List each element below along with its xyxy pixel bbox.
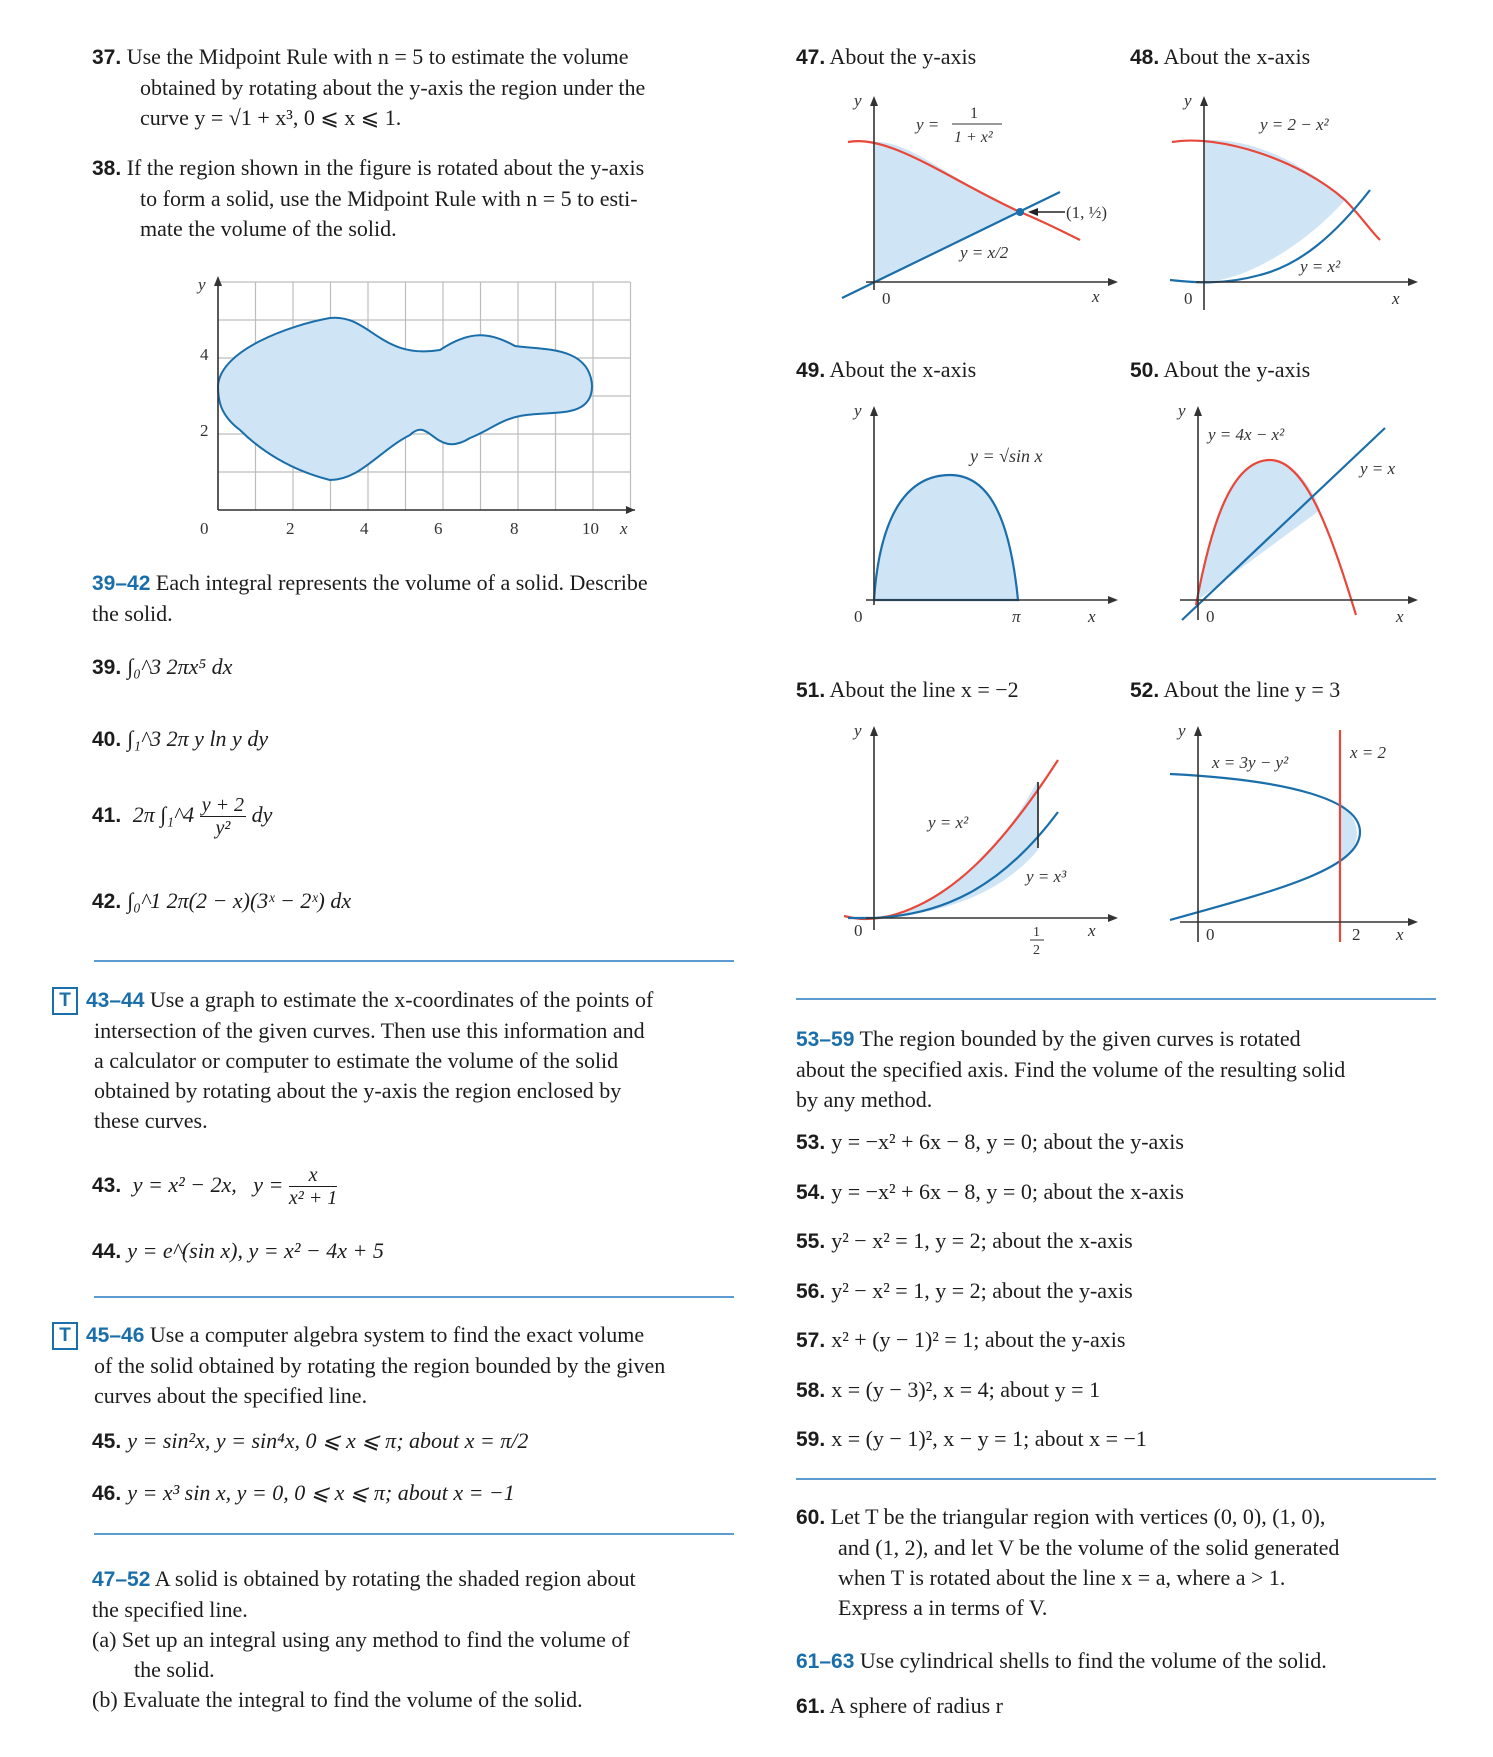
section-text-line: Use a computer algebra system to find the exact volume xyxy=(149,1322,645,1347)
problem-58 xyxy=(796,1375,1100,1406)
graph-48-title xyxy=(1130,42,1310,73)
axis-label-x: x xyxy=(1396,607,1404,626)
axis-label-y: y xyxy=(1184,91,1192,110)
origin-label: 0 xyxy=(882,289,891,308)
problem-number: 49. xyxy=(796,359,826,382)
problem-number: 50. xyxy=(1130,359,1160,382)
section-range: 53–59 xyxy=(796,1028,855,1051)
axis-label-y: y xyxy=(1178,721,1186,740)
graph-47 xyxy=(830,90,1130,320)
origin-label: 0 xyxy=(1206,925,1215,944)
section-range: 45–46 xyxy=(86,1324,145,1347)
problem-expression: ∫₀^1 2π(2 − x)(3ˣ − 2ˣ) dx xyxy=(127,888,352,913)
problem-number: 44. xyxy=(92,1240,122,1263)
problem-expression: dy xyxy=(251,802,273,827)
denominator: x² + 1 xyxy=(288,1187,338,1210)
problem-number: 38. xyxy=(92,157,122,180)
fraction xyxy=(200,794,246,839)
section-text-line: A solid is obtained by rotating the shaded region about xyxy=(154,1566,636,1591)
section-text-line: curves about the specified line. xyxy=(94,1383,368,1408)
problem-54 xyxy=(796,1177,1184,1208)
equation-label: y = x² xyxy=(1300,257,1341,276)
equation-label: x = 2 xyxy=(1350,743,1387,762)
shaded-region xyxy=(874,475,1018,600)
problem-number: 57. xyxy=(796,1329,826,1352)
section-range: 39–42 xyxy=(92,572,151,595)
problem-number: 58. xyxy=(796,1379,826,1402)
divider xyxy=(94,1533,734,1535)
tick-label: 4 xyxy=(360,519,369,538)
part-a-continued: the solid. xyxy=(134,1657,215,1682)
equation-denominator: 1 + x² xyxy=(954,129,993,146)
origin-label: 0 xyxy=(1184,289,1193,308)
problem-number: 59. xyxy=(796,1428,826,1451)
section-text-line: intersection of the given curves. Then use this information and xyxy=(94,1018,645,1043)
equation-label: y = x xyxy=(1360,459,1396,478)
problem-text-line: to form a solid, use the Midpoint Rule with n = 5 to esti- xyxy=(140,186,638,211)
section-text-line: Use cylindrical shells to find the volume of the solid. xyxy=(859,1648,1327,1673)
graph-50-title xyxy=(1130,355,1310,386)
problem-number: 55. xyxy=(796,1230,826,1253)
problem-text-line: obtained by rotating about the y-axis the region under the xyxy=(140,75,646,100)
problem-number: 47. xyxy=(796,46,826,69)
section-range: 43–44 xyxy=(86,989,145,1012)
problem-44 xyxy=(92,1236,384,1267)
problem-number: 46. xyxy=(92,1482,122,1505)
problem-53 xyxy=(796,1127,1184,1158)
problem-expression: x = (y − 1)², x − y = 1; about x = −1 xyxy=(831,1426,1147,1451)
graph-51 xyxy=(830,720,1130,960)
problem-57 xyxy=(796,1325,1125,1356)
divider xyxy=(796,998,1436,1000)
equation-label: y = x² xyxy=(928,813,969,832)
shaded-region xyxy=(874,780,1038,918)
equation-numerator: 1 xyxy=(970,105,978,122)
problem-number: 51. xyxy=(796,679,826,702)
graph-50 xyxy=(1160,400,1430,630)
problem-number: 56. xyxy=(796,1280,826,1303)
graph-title: About the y-axis xyxy=(829,44,977,69)
section-text-line: about the specified axis. Find the volume of the resulting solid xyxy=(796,1057,1346,1082)
axis-label-x: x xyxy=(1392,289,1400,308)
denominator: y² xyxy=(215,817,231,840)
origin-label: 0 xyxy=(1206,607,1215,626)
divider xyxy=(94,960,734,962)
tick-label: 8 xyxy=(510,519,519,538)
problem-38 xyxy=(92,153,732,244)
problem-expression: 2π ∫₁^4 xyxy=(132,802,195,827)
axis-label-y: y xyxy=(854,721,862,740)
section-43-44 xyxy=(52,985,742,1136)
section-39-42 xyxy=(92,568,732,629)
problem-37 xyxy=(92,42,732,133)
equation-label: y = x³ xyxy=(1026,867,1067,886)
graph-48 xyxy=(1160,90,1430,320)
problem-number: 60. xyxy=(796,1506,826,1529)
problem-40 xyxy=(92,724,268,755)
problem-number: 43. xyxy=(92,1174,122,1197)
problem-text-line: A sphere of radius r xyxy=(829,1693,1004,1718)
intersection-point xyxy=(1016,208,1024,216)
tick-label: 2 xyxy=(1352,925,1361,944)
section-text-line: these curves. xyxy=(94,1108,208,1133)
problem-text-line: when T is rotated about the line x = a, where a > 1. xyxy=(838,1565,1286,1590)
axis-label-x: x xyxy=(1092,287,1100,306)
section-text-line: the solid. xyxy=(92,601,173,626)
problem-59 xyxy=(796,1424,1147,1455)
tick-label: 4 xyxy=(200,345,209,364)
problem-41 xyxy=(92,790,272,841)
axis-label-y: y xyxy=(854,401,862,420)
section-text-line: Each integral represents the volume of a solid. Describe xyxy=(155,570,648,595)
point-label: (1, ½) xyxy=(1066,203,1108,222)
grid-figure-38 xyxy=(180,270,640,540)
axis-label-x: x xyxy=(1088,921,1096,940)
problem-expression: ∫₀^3 2πx⁵ dx xyxy=(127,654,233,679)
equation-label: x = 3y − y² xyxy=(1212,753,1289,772)
section-61-63 xyxy=(796,1646,1456,1677)
equation-label: y = √sin x xyxy=(970,446,1043,466)
problem-expression: y² − x² = 1, y = 2; about the y-axis xyxy=(831,1278,1133,1303)
problem-number: 53. xyxy=(796,1131,826,1154)
section-text-line: Use a graph to estimate the x-coordinates of the points of xyxy=(149,987,654,1012)
problem-number: 39. xyxy=(92,656,122,679)
problem-expression: y = e^(sin x), y = x² − 4x + 5 xyxy=(127,1238,384,1263)
problem-text-line: and (1, 2), and let V be the volume of the solid generated xyxy=(838,1535,1340,1560)
section-range: 47–52 xyxy=(92,1568,151,1591)
graph-title: About the line y = 3 xyxy=(1163,677,1341,702)
axis-label-y: y xyxy=(198,275,206,294)
tick-label: 2 xyxy=(200,421,209,440)
equation-label: y = x/2 xyxy=(960,243,1009,262)
graph-title: About the y-axis xyxy=(1163,357,1311,382)
tick-label: π xyxy=(1012,607,1021,626)
tick-label: 10 xyxy=(582,519,599,538)
problem-number: 41. xyxy=(92,804,122,827)
section-53-59 xyxy=(796,1024,1456,1115)
axis-label-y: y xyxy=(854,91,862,110)
problem-expression: x = (y − 3)², x = 4; about y = 1 xyxy=(831,1377,1101,1402)
graph-52 xyxy=(1160,720,1430,960)
origin-label: 0 xyxy=(854,607,863,626)
numerator: y + 2 xyxy=(201,794,245,817)
tick-label: 2 xyxy=(286,519,295,538)
technology-icon: T xyxy=(52,1322,78,1350)
problem-number: 37. xyxy=(92,46,122,69)
problem-expression: y = x² − 2x, xyxy=(132,1172,237,1197)
problem-42 xyxy=(92,886,351,917)
graph-title: About the x-axis xyxy=(1163,44,1311,69)
line-blue xyxy=(1182,428,1385,620)
problem-text-line: Let T be the triangular region with vertices (0, 0), (1, 0), xyxy=(830,1504,1326,1529)
problem-number: 52. xyxy=(1130,679,1160,702)
axis-label-y: y xyxy=(1178,401,1186,420)
equation-label: y = 4x − x² xyxy=(1208,425,1285,444)
problem-61 xyxy=(796,1691,1003,1722)
equation-label: y = 2 − x² xyxy=(1260,115,1329,134)
problem-text-line: curve y = √1 + x³, 0 ⩽ x ⩽ 1. xyxy=(140,105,402,130)
problem-number: 54. xyxy=(796,1181,826,1204)
part-b: (b) Evaluate the integral to find the volume of the solid. xyxy=(92,1687,583,1712)
problem-expression: ∫₁^3 2π y ln y dy xyxy=(127,726,269,751)
graph-49 xyxy=(830,400,1130,630)
fraction xyxy=(289,1164,337,1209)
section-47-52 xyxy=(92,1564,742,1715)
problem-45 xyxy=(92,1426,528,1457)
tick-label: 0 xyxy=(200,519,209,538)
problem-number: 40. xyxy=(92,728,122,751)
section-text-line: the specified line. xyxy=(92,1597,248,1622)
problem-expression: y = −x² + 6x − 8, y = 0; about the y-axis xyxy=(831,1129,1184,1154)
problem-number: 48. xyxy=(1130,46,1160,69)
problem-56 xyxy=(796,1276,1133,1307)
section-text-line: The region bounded by the given curves is rotated xyxy=(859,1026,1301,1051)
graph-49-title xyxy=(796,355,976,386)
problem-55 xyxy=(796,1226,1133,1257)
technology-icon: T xyxy=(52,987,78,1015)
problem-expression: y = xyxy=(253,1172,284,1197)
origin-label: 0 xyxy=(854,921,863,940)
problem-expression: x² + (y − 1)² = 1; about the y-axis xyxy=(831,1327,1126,1352)
problem-text-line: Express a in terms of V. xyxy=(838,1595,1048,1620)
part-a: (a) Set up an integral using any method to find the volume of xyxy=(92,1627,630,1652)
problem-expression: y = −x² + 6x − 8, y = 0; about the x-axis xyxy=(831,1179,1184,1204)
divider xyxy=(796,1478,1436,1480)
problem-expression: y = x³ sin x, y = 0, 0 ⩽ x ⩽ π; about x = −1 xyxy=(127,1480,515,1505)
problem-expression: y = sin²x, y = sin⁴x, 0 ⩽ x ⩽ π; about x = π/2 xyxy=(127,1428,529,1453)
problem-number: 45. xyxy=(92,1430,122,1453)
section-text-line: by any method. xyxy=(796,1087,933,1112)
problem-number: 42. xyxy=(92,890,122,913)
problem-text-line: Use the Midpoint Rule with n = 5 to estimate the volume xyxy=(126,44,629,69)
equation-label: y = xyxy=(916,115,940,134)
section-text-line: a calculator or computer to estimate the volume of the solid xyxy=(94,1048,619,1073)
problem-expression: y² − x² = 1, y = 2; about the x-axis xyxy=(831,1228,1133,1253)
axis-label-x: x xyxy=(1396,925,1404,944)
graph-47-title xyxy=(796,42,976,73)
graph-52-title xyxy=(1130,675,1340,706)
graph-title: About the x-axis xyxy=(829,357,977,382)
tick-label: 6 xyxy=(434,519,443,538)
problem-39 xyxy=(92,652,232,683)
axis-label-x: x xyxy=(1088,607,1096,626)
section-text-line: of the solid obtained by rotating the region bounded by the given xyxy=(94,1353,666,1378)
graph-51-title xyxy=(796,675,1019,706)
problem-number: 61. xyxy=(796,1695,826,1718)
tick-numerator: 1 xyxy=(1033,925,1040,940)
problem-60 xyxy=(796,1502,1456,1623)
problem-text-line: If the region shown in the figure is rotated about the y-axis xyxy=(126,155,645,180)
graph-title: About the line x = −2 xyxy=(829,677,1019,702)
tick-denominator: 2 xyxy=(1033,943,1040,958)
axis-label-x: x xyxy=(620,519,628,538)
problem-text-line: mate the volume of the solid. xyxy=(140,216,397,241)
section-45-46 xyxy=(52,1320,742,1411)
numerator: x xyxy=(289,1164,337,1187)
section-text-line: obtained by rotating about the y-axis the region enclosed by xyxy=(94,1078,622,1103)
divider xyxy=(94,1296,734,1298)
problem-43 xyxy=(92,1160,337,1211)
problem-46 xyxy=(92,1478,515,1509)
section-range: 61–63 xyxy=(796,1650,855,1673)
